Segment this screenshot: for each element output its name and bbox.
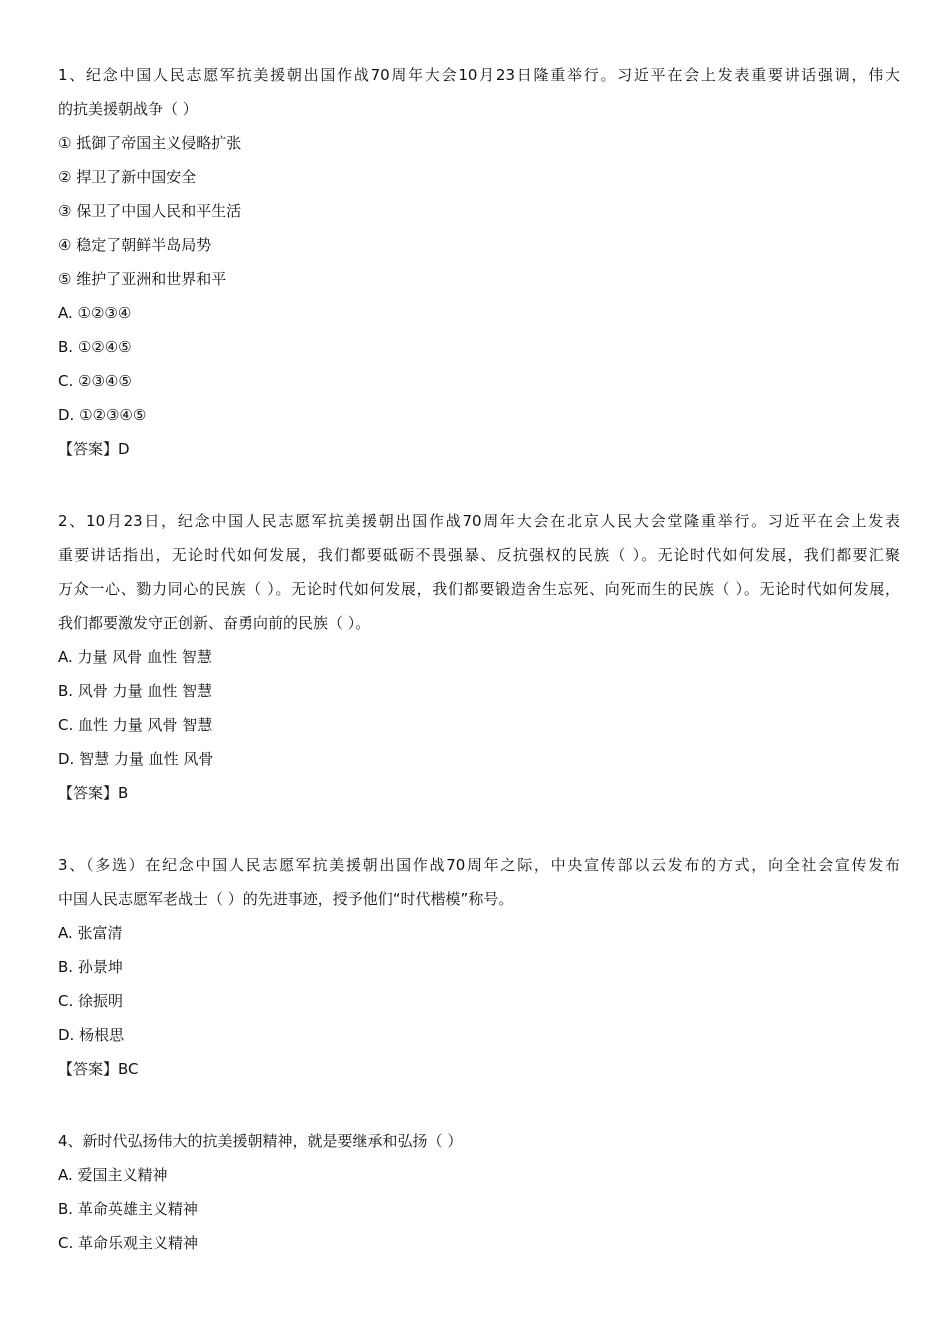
- option-d: D. 智慧 力量 血性 风骨: [58, 750, 214, 768]
- statement-item: ③ 保卫了中国人民和平生活: [58, 202, 242, 220]
- document-page: [58, 58, 900, 1298]
- question-3: [58, 848, 900, 1086]
- answer-label: 【答案】D: [58, 440, 130, 458]
- question-stem-line: 的抗美援朝战争（ ）: [58, 100, 198, 118]
- option-b: B. 革命英雄主义精神: [58, 1200, 198, 1218]
- question-stem-line: 3、（多选）在纪念中国人民志愿军抗美援朝出国作战70周年之际，中央宣传部以云发布的方式，向全社会宣传发布: [58, 856, 900, 874]
- statement-item: ⑤ 维护了亚洲和世界和平: [58, 270, 227, 288]
- statement-item: ① 抵御了帝国主义侵略扩张: [58, 134, 242, 152]
- answer-label: 【答案】BC: [58, 1060, 139, 1078]
- option-b: B. ①②④⑤: [58, 338, 132, 356]
- question-2: [58, 504, 900, 810]
- option-d: D. 杨根思: [58, 1026, 125, 1044]
- option-c: C. 徐振明: [58, 992, 124, 1010]
- option-a: A. ①②③④: [58, 304, 132, 322]
- option-c: C. 革命乐观主义精神: [58, 1234, 199, 1252]
- question-stem-line: 我们都要激发守正创新、奋勇向前的民族（ ）。: [58, 614, 371, 632]
- option-b: B. 孙景坤: [58, 958, 123, 976]
- question-stem-line: 万众一心、勠力同心的民族（ ）。无论时代如何发展，我们都要锻造舍生忘死、向死而生的民族（ ）。无论时代如何发展，: [58, 580, 900, 598]
- option-a: A. 力量 风骨 血性 智慧: [58, 648, 212, 666]
- option-b: B. 风骨 力量 血性 智慧: [58, 682, 213, 700]
- question-stem-line: 重要讲话指出，无论时代如何发展，我们都要砥砺不畏强暴、反抗强权的民族（ ）。无论时代如何发展，我们都要汇聚: [58, 546, 900, 564]
- statement-item: ② 捍卫了新中国安全: [58, 168, 197, 186]
- question-stem-line: 2、10月23日，纪念中国人民志愿军抗美援朝出国作战70周年大会在北京人民大会堂隆重举行。习近平在会上发表: [58, 512, 900, 530]
- question-4: [58, 1124, 900, 1260]
- answer-label: 【答案】B: [58, 784, 129, 802]
- question-stem-line: 1、纪念中国人民志愿军抗美援朝出国作战70周年大会10月23日隆重举行。习近平在会上发表重要讲话强调，伟大: [58, 66, 900, 84]
- option-a: A. 爱国主义精神: [58, 1166, 168, 1184]
- option-d: D. ①②③④⑤: [58, 406, 147, 424]
- question-1: [58, 58, 900, 466]
- option-c: C. ②③④⑤: [58, 372, 132, 390]
- option-c: C. 血性 力量 风骨 智慧: [58, 716, 213, 734]
- option-a: A. 张富清: [58, 924, 123, 942]
- question-stem-line: 中国人民志愿军老战士（ ）的先进事迹，授予他们“时代楷模”称号。: [58, 890, 514, 908]
- statement-item: ④ 稳定了朝鲜半岛局势: [58, 236, 212, 254]
- question-stem-line: 4、新时代弘扬伟大的抗美援朝精神，就是要继承和弘扬（ ）: [58, 1132, 463, 1150]
